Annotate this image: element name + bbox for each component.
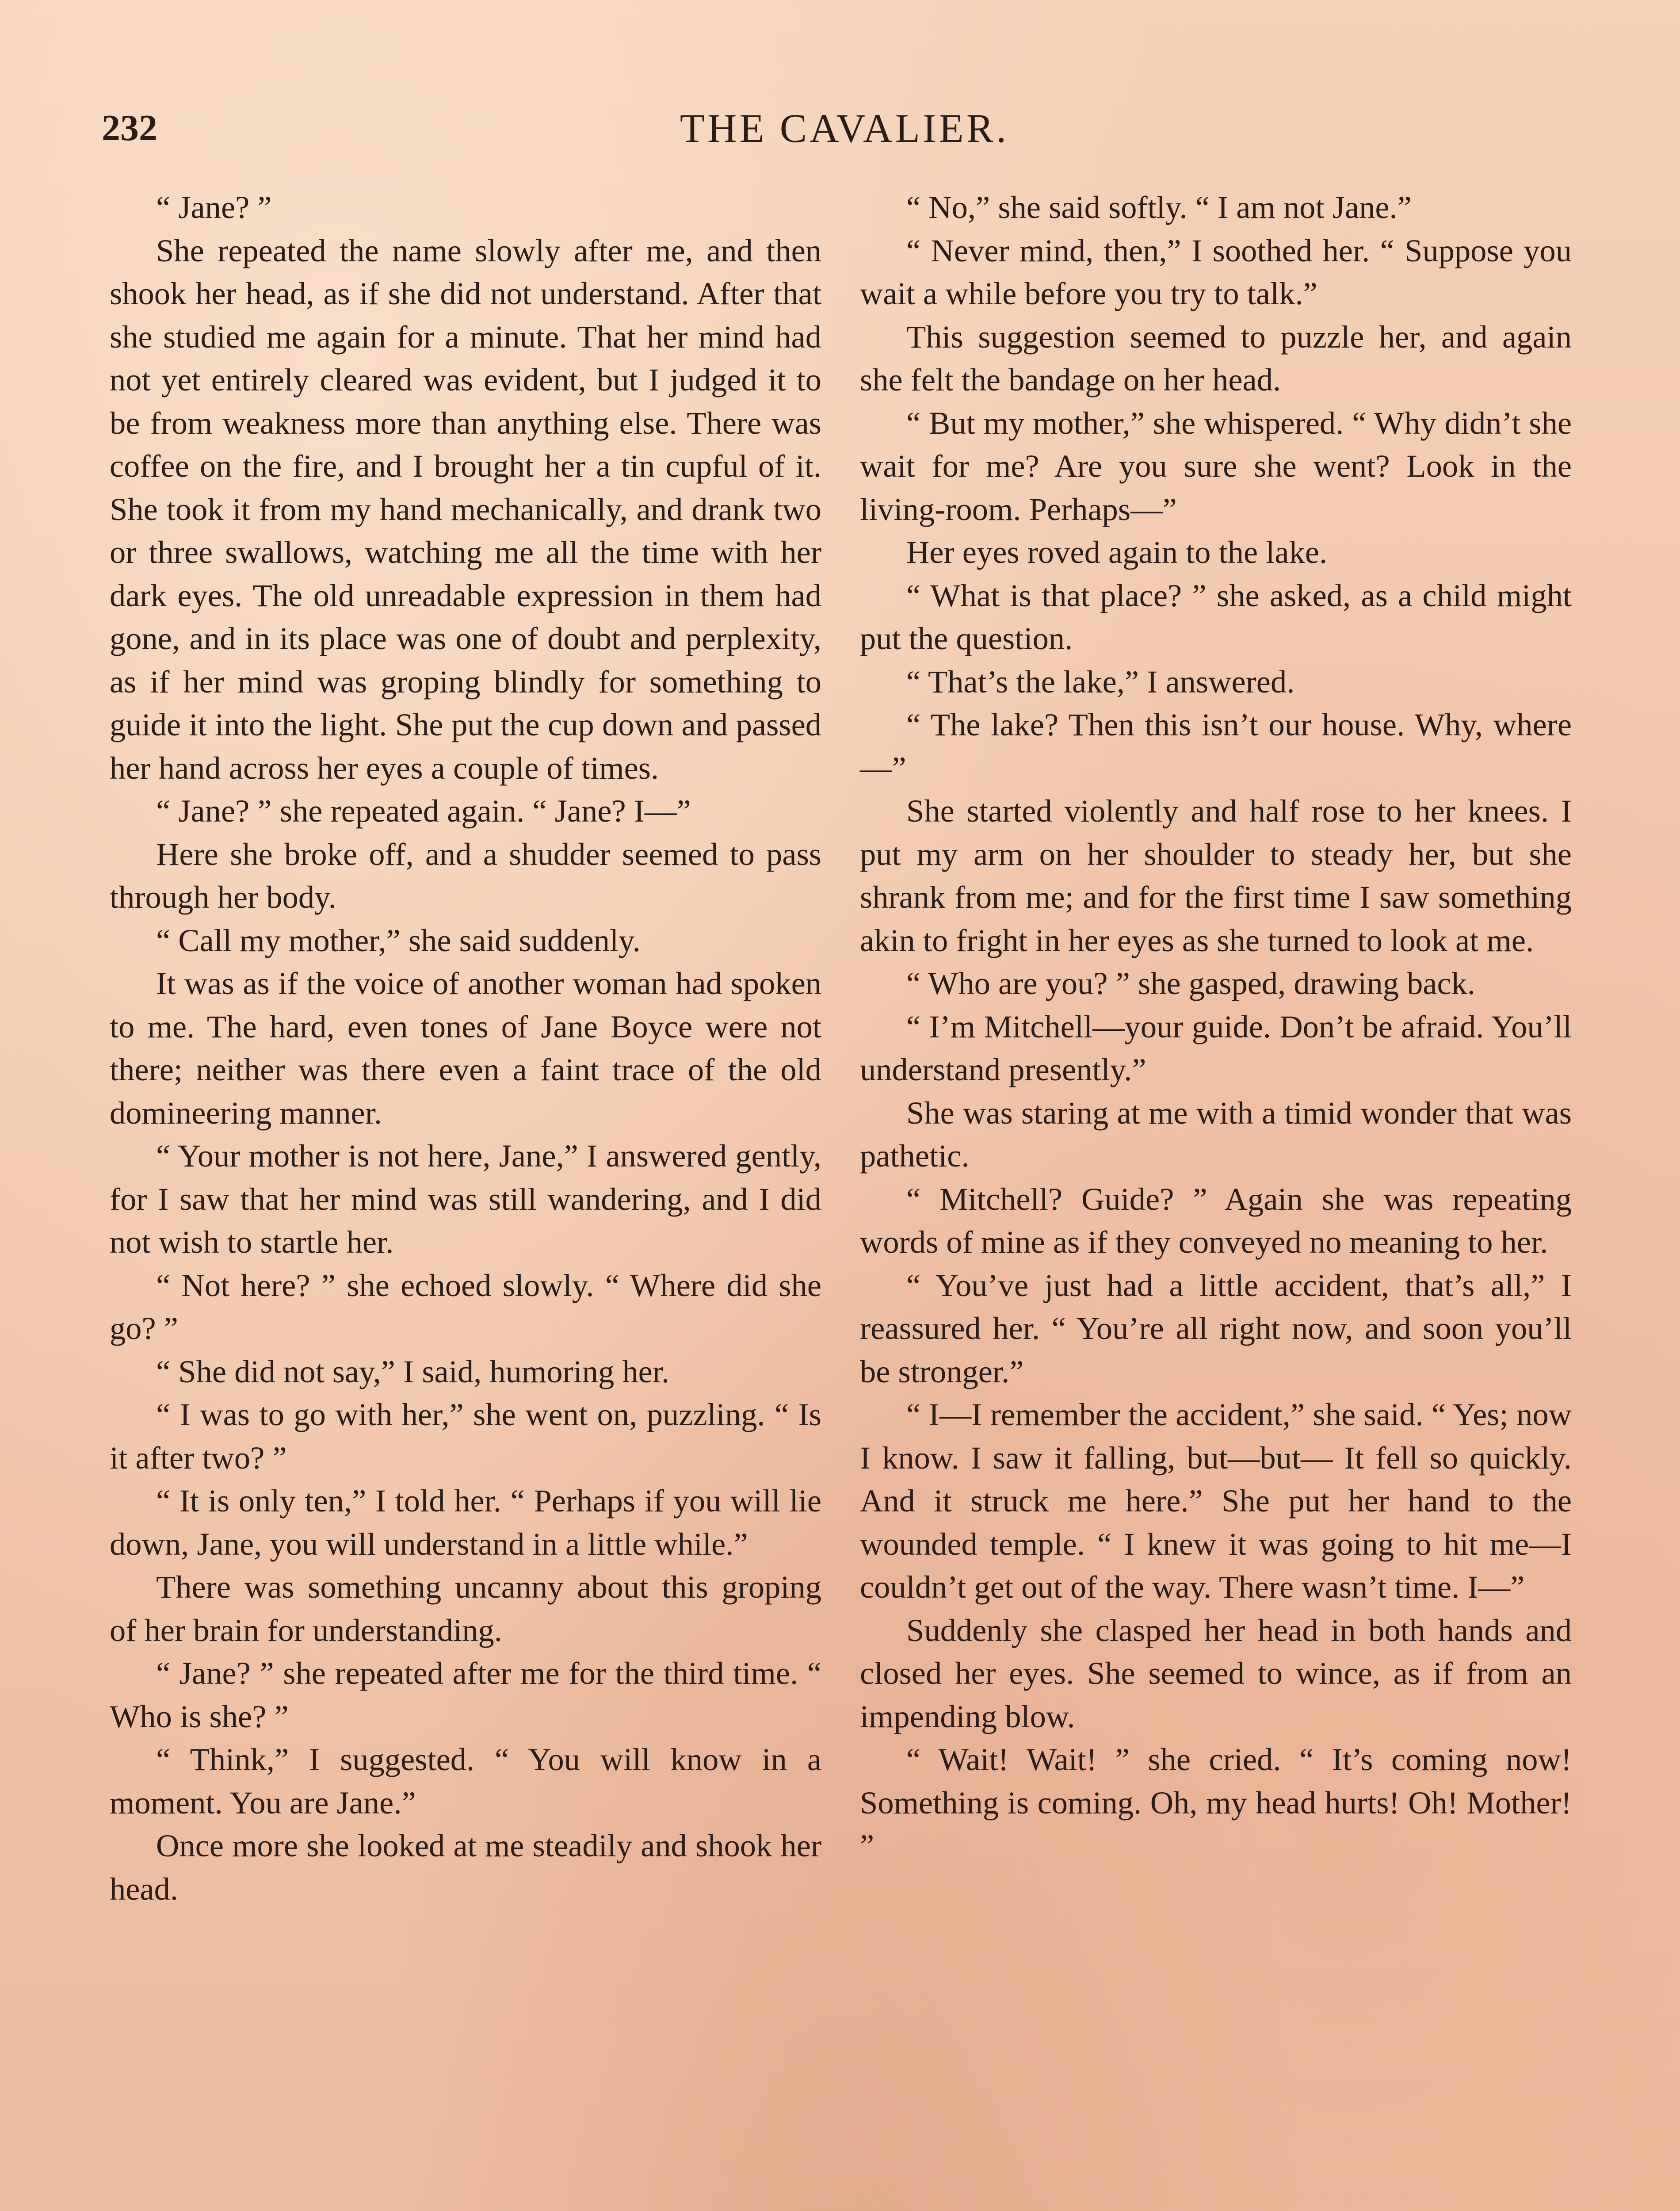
paragraph: She repeated the name slowly after me, and then shook her head, as if she did not understand. After that she studied me again for a minute. That her mind had not yet entirely cleared was evident, but I judged it to be from weakness more than anything else. There was coffee on the fire, and I brought her a tin cupful of it. She took it from my hand mechanically, and drank two or three swallows, watching me all the time with her dark eyes. The old unreadable expression in them had gone, and in its place was one of doubt and perplexity, as if her mind was groping blindly for something to guide it into the light. She put the cup down and passed her hand across her eyes a couple of times. bbox=[110, 232, 821, 786]
paragraph: Once more she looked at me steadily and shook her head. bbox=[110, 1828, 821, 1907]
paragraph: Suddenly she clasped her head in both hands and closed her eyes. She seemed to wince, as if from an impending blow. bbox=[860, 1612, 1572, 1734]
paragraph: This suggestion seemed to puzzle her, and again she felt the bandage on her head. bbox=[860, 318, 1572, 398]
paragraph: She was staring at me with a timid wonder that was pathetic. bbox=[860, 1094, 1572, 1174]
page-number: 232 bbox=[102, 107, 157, 149]
paragraph: Here she broke off, and a shudder seemed to pass through her body. bbox=[110, 836, 821, 915]
paragraph: “ Not here? ” she echoed slowly. “ Where did she go? ” bbox=[110, 1267, 821, 1346]
paragraph: It was as if the voice of another woman had spoken to me. The hard, even tones of Jane Boyce were not there; neither was there even a faint trace of the old domineering manner. bbox=[110, 965, 821, 1131]
paragraph: “ I—I remember the accident,” she said. “ Yes; now I know. I saw it falling, but—but— It fell so quickly. And it struck me here.” She put her hand to the wounded temple. “ I knew it was going to hit me—I couldn’t get out of the way. There wasn’t time. I—” bbox=[860, 1396, 1572, 1605]
paragraph: “ Wait! Wait! ” she cried. “ It’s coming now! Something is coming. Oh, my head hurts! Oh! Mother! ” bbox=[860, 1741, 1572, 1863]
paragraph: “ The lake? Then this isn’t our house. Why, where—” bbox=[860, 707, 1572, 786]
paragraph: “ Mitchell? Guide? ” Again she was repeating words of mine as if they conveyed no meaning to her. bbox=[860, 1181, 1572, 1260]
paragraph: “ That’s the lake,” I answered. bbox=[906, 663, 1295, 700]
paragraph: “ But my mother,” she whispered. “ Why didn’t she wait for me? Are you sure she went? Look in the living-room. Perhaps—” bbox=[860, 405, 1572, 527]
paragraph: “ Never mind, then,” I soothed her. “ Suppose you wait a while before you try to talk.” bbox=[860, 232, 1572, 311]
paragraph: “ Call my mother,” she said suddenly. bbox=[156, 922, 641, 958]
left-column bbox=[110, 186, 821, 1910]
paragraph: “ You’ve just had a little accident, that’s all,” I reassured her. “ You’re all right now, and soon you’ll be stronger.” bbox=[860, 1267, 1572, 1389]
paragraph: “ I was to go with her,” she went on, puzzling. “ Is it after two? ” bbox=[110, 1396, 821, 1476]
paragraph: “ I’m Mitchell—your guide. Don’t be afraid. You’ll understand presently.” bbox=[860, 1008, 1572, 1087]
paragraph: “ Jane? ” she repeated after me for the third time. “ Who is she? ” bbox=[110, 1655, 821, 1734]
paragraph: There was something uncanny about this groping of her brain for understanding. bbox=[110, 1569, 821, 1648]
paragraph: “ No,” she said softly. “ I am not Jane.” bbox=[906, 189, 1412, 225]
paragraph: “ Jane? ” she repeated again. “ Jane? I—” bbox=[156, 793, 691, 829]
paragraph: “ Your mother is not here, Jane,” I answered gently, for I saw that her mind was still wandering, and I did not wish to startle her. bbox=[110, 1138, 821, 1260]
paragraph: “ She did not say,” I said, humoring her. bbox=[156, 1353, 670, 1389]
paragraph: She started violently and half rose to her knees. I put my arm on her shoulder to steady her, but she shrank from me; and for the first time I saw something akin to fright in her eyes as she turned to look at me. bbox=[860, 793, 1572, 958]
paragraph: “ Jane? ” bbox=[156, 189, 272, 225]
paragraph: “ It is only ten,” I told her. “ Perhaps if you will lie down, Jane, you will understand in a little while.” bbox=[110, 1483, 821, 1562]
paragraph: “ What is that place? ” she asked, as a child might put the question. bbox=[860, 577, 1572, 656]
right-column bbox=[860, 186, 1572, 1867]
paragraph: “ Think,” I suggested. “ You will know in a moment. You are Jane.” bbox=[110, 1741, 821, 1821]
paragraph: Her eyes roved again to the lake. bbox=[906, 534, 1328, 570]
page-header bbox=[102, 97, 1587, 159]
running-title: THE CAVALIER. bbox=[680, 106, 1009, 151]
paragraph: “ Who are you? ” she gasped, drawing back. bbox=[906, 965, 1476, 1001]
